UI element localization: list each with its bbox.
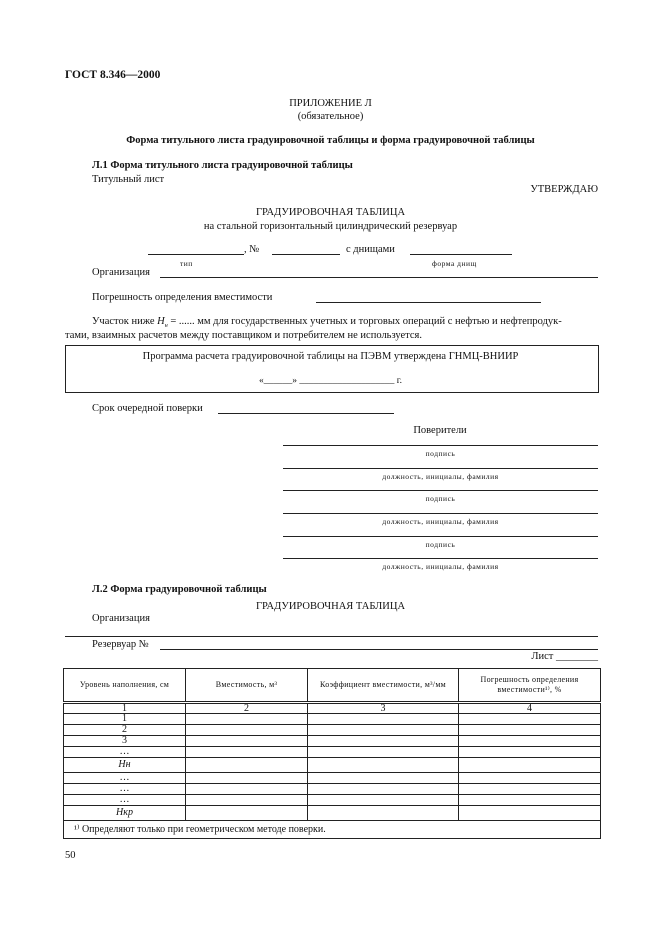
program-date: «______» ____________________ г. [259, 376, 402, 386]
section1-subheading: Титульный лист [92, 174, 165, 185]
table-title: ГРАДУИРОВОЧНАЯ ТАБЛИЦА [255, 207, 406, 218]
level-cell: … [64, 773, 186, 784]
organization-label: Организация [92, 267, 150, 278]
signature-caption: подпись [425, 540, 456, 549]
header-coefficient: Коэффициент вместимости, м³/мм [308, 669, 459, 703]
appendix-status: (обязательное) [297, 111, 364, 122]
level-cell: 3 [64, 736, 186, 747]
section2-organization: Организация [92, 613, 150, 624]
column-number: 2 [186, 703, 308, 714]
organization-field[interactable] [160, 277, 598, 278]
standard-number: ГОСТ 8.346—2000 [65, 69, 161, 81]
header-error: Погрешность определения вместимости¹⁾, % [459, 669, 601, 703]
organization-field[interactable] [65, 636, 598, 637]
column-number: 4 [459, 703, 601, 714]
next-check-label: Срок очередной поверки [92, 403, 203, 414]
level-cell: 1 [64, 714, 186, 725]
error-label: Погрешность определения вместимости [92, 292, 273, 303]
table-footnote: ¹⁾ Определяют только при геометрическом методе поверки. [64, 821, 601, 839]
bottom-form-caption: форма днищ [432, 259, 477, 268]
note-line1: Участок ниже $H_н$ = ...... мм для государственных учетных и торговых операций с нефтью и нефтепродук- [92, 316, 562, 330]
table-row [64, 806, 601, 821]
position-caption: должность, инициалы, фамилия [382, 472, 499, 481]
table-row [64, 758, 601, 773]
program-text: Программа расчета градуировочной таблицы на ПЭВМ утверждена ГНМЦ-ВНИИР [142, 351, 519, 362]
header-capacity: Вместимость, м³ [186, 669, 308, 703]
verifiers-label: Поверители [413, 425, 467, 436]
signature-caption: подпись [425, 449, 456, 458]
page-number: 50 [65, 850, 76, 861]
calibration-table [63, 668, 601, 839]
header-level: Уровень наполнения, см [64, 669, 186, 703]
bottoms-label: с днищами [346, 244, 395, 255]
column-number: 1 [64, 703, 186, 714]
signature-line[interactable] [283, 536, 598, 537]
signature-caption: подпись [425, 494, 456, 503]
appendix-heading: Форма титульного листа градуировочной таблицы и форма градуировочной таблицы [126, 135, 535, 146]
level-cell: … [64, 795, 186, 806]
tank-label: Резервуар № [92, 639, 149, 650]
level-cell: 2 [64, 725, 186, 736]
section1-heading: Л.1 Форма титульного листа градуировочной таблицы [92, 160, 353, 171]
table-row [64, 747, 601, 758]
column-number: 3 [308, 703, 459, 714]
bottoms-field[interactable] [410, 254, 512, 255]
level-cell: … [64, 784, 186, 795]
level-cell: Hн [64, 758, 186, 773]
table-row [64, 773, 601, 784]
section2-title: ГРАДУИРОВОЧНАЯ ТАБЛИЦА [255, 601, 406, 612]
approve-label: УТВЕРЖДАЮ [530, 184, 598, 195]
next-check-field[interactable] [218, 413, 394, 414]
type-caption: тип [180, 259, 193, 268]
section2-heading: Л.2 Форма градуировочной таблицы [92, 584, 267, 595]
signature-line[interactable] [283, 490, 598, 491]
position-caption: должность, инициалы, фамилия [382, 517, 499, 526]
level-cell: … [64, 747, 186, 758]
table-row [64, 714, 601, 725]
position-line[interactable] [283, 513, 598, 514]
error-field[interactable] [316, 302, 541, 303]
table-row [64, 784, 601, 795]
signature-line[interactable] [283, 445, 598, 446]
type-field[interactable] [148, 254, 244, 255]
level-cell: Hкр [64, 806, 186, 821]
table-subtitle: на стальной горизонтальный цилиндрический резервуар [203, 221, 458, 232]
number-field[interactable] [272, 254, 340, 255]
position-caption: должность, инициалы, фамилия [382, 562, 499, 571]
position-line[interactable] [283, 558, 598, 559]
table-row [64, 795, 601, 806]
position-line[interactable] [283, 468, 598, 469]
sheet-label: Лист ________ [531, 651, 598, 662]
table-row [64, 736, 601, 747]
note-line2: тами, взаимных расчетов между поставщиком и потребителем не используется. [65, 330, 423, 341]
appendix-title: ПРИЛОЖЕНИЕ Л [289, 98, 372, 109]
tank-field[interactable] [160, 649, 598, 650]
number-sign: , № [244, 244, 260, 255]
table-row [64, 725, 601, 736]
